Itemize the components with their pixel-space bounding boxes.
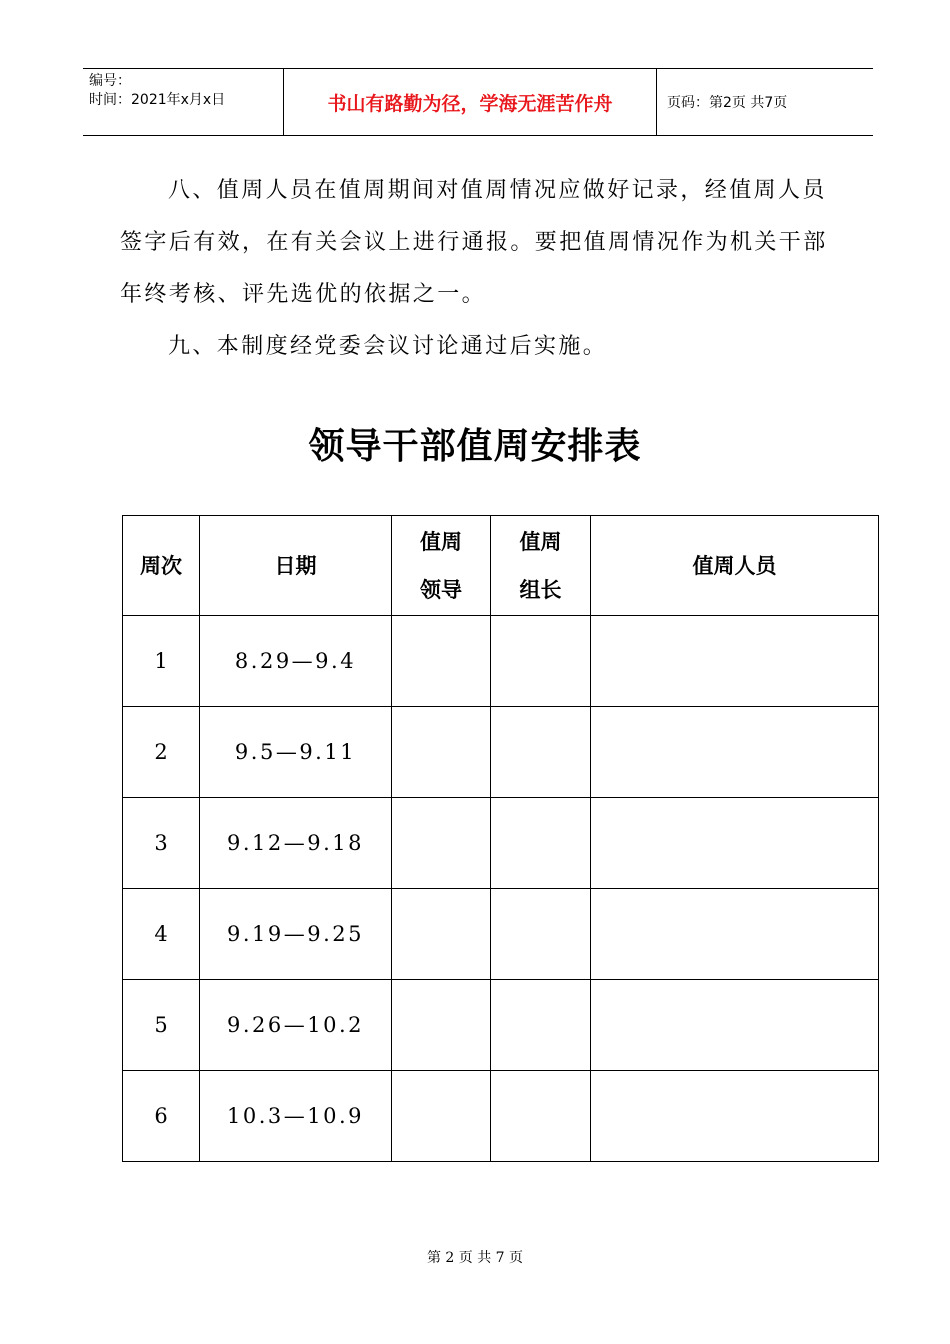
header-motto: 书山有路勤为径，学海无涯苦作舟 (283, 69, 657, 135)
table-row (123, 616, 879, 707)
header-duty-leader-line2: 领导 (420, 577, 462, 602)
cell-duty-staff (591, 798, 879, 889)
cell-duty-leader (392, 980, 491, 1071)
cell-duty-staff (591, 889, 879, 980)
table-header-row (123, 516, 879, 616)
cell-duty-leader (392, 707, 491, 798)
cell-group-leader (491, 616, 591, 707)
table-row (123, 798, 879, 889)
cell-duty-staff (591, 980, 879, 1071)
cell-week: 3 (123, 798, 200, 889)
table-title: 领导干部值周安排表 (308, 426, 642, 467)
header-duty-leader (392, 516, 491, 616)
cell-group-leader (491, 980, 591, 1071)
table-row (123, 980, 879, 1071)
cell-group-leader (491, 798, 591, 889)
cell-week: 6 (123, 1071, 200, 1162)
cell-duty-staff (591, 616, 879, 707)
cell-date: 9.12—9.18 (200, 798, 392, 889)
cell-date: 10.3—10.9 (200, 1071, 392, 1162)
cell-group-leader (491, 707, 591, 798)
header-number-label: 编号： (89, 73, 131, 89)
cell-date: 9.19—9.25 (200, 889, 392, 980)
header-duty-leader-line1: 值周 (420, 529, 462, 554)
header-time-label: 时间：2021年x月x日 (89, 92, 226, 108)
cell-duty-staff (591, 1071, 879, 1162)
cell-date: 9.26—10.2 (200, 980, 392, 1071)
header-meta (83, 69, 283, 135)
cell-date: 9.5—9.11 (200, 707, 392, 798)
header-week: 周次 (123, 516, 200, 616)
table-row (123, 707, 879, 798)
duty-schedule-table (122, 515, 879, 1162)
cell-duty-leader (392, 1071, 491, 1162)
table-row (123, 889, 879, 980)
paragraph-9: 九、本制度经党委会议讨论通过后实施。 (168, 334, 608, 359)
cell-group-leader (491, 889, 591, 980)
cell-week: 5 (123, 980, 200, 1071)
header-group-leader-line1: 值周 (519, 529, 562, 554)
table-row (123, 1071, 879, 1162)
cell-date: 8.29—9.4 (200, 616, 392, 707)
cell-duty-leader (392, 616, 491, 707)
cell-week: 1 (123, 616, 200, 707)
cell-group-leader (491, 1071, 591, 1162)
cell-duty-leader (392, 889, 491, 980)
cell-duty-staff (591, 707, 879, 798)
cell-duty-leader (392, 798, 491, 889)
header-group-leader-line2: 组长 (519, 577, 562, 602)
paragraph-8: 八、值周人员在值周期间对值周情况应做好记录，经值周人员签字后有效，在有关会议上进行通报。要把值周情况作为机关干部年终考核、评先选优的依据之一。 (120, 178, 828, 307)
header-date: 日期 (200, 516, 392, 616)
cell-week: 4 (123, 889, 200, 980)
page-header (83, 68, 873, 136)
cell-week: 2 (123, 707, 200, 798)
header-page-info: 页码：第2页 共7页 (667, 95, 788, 111)
header-group-leader (491, 516, 591, 616)
header-duty-staff: 值周人员 (591, 516, 879, 616)
page-footer: 第 2 页 共 7 页 (426, 1250, 524, 1266)
